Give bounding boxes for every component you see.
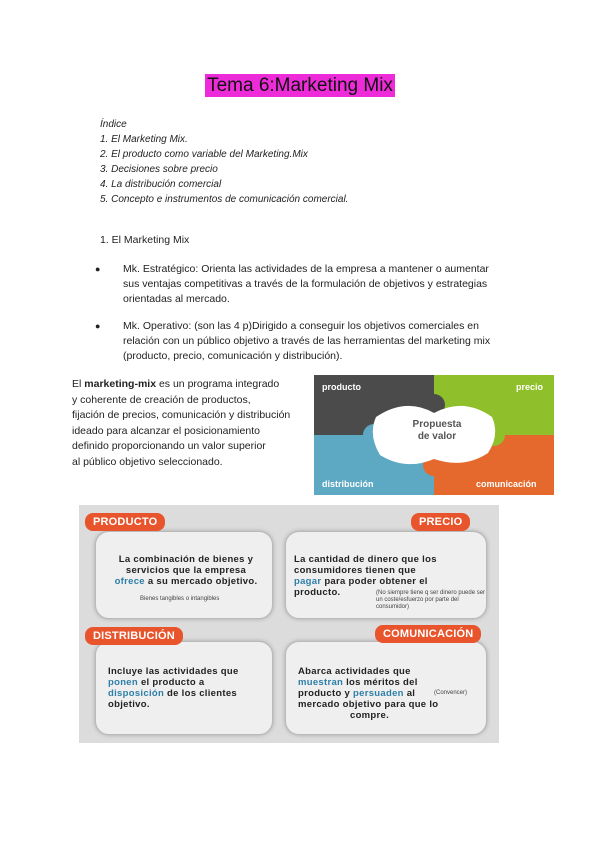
index-item: 1. El Marketing Mix. [100, 134, 188, 145]
comunicacion-highlight: muestran [298, 677, 344, 688]
section-heading: 1. El Marketing Mix [100, 234, 190, 246]
index-item: 5. Concepto e instrumentos de comunicación comercial. [100, 194, 349, 205]
para-line: ideado para alcanzar el posicionamiento [72, 424, 260, 437]
precio-card [285, 531, 487, 619]
producto-highlight: ofrece [114, 576, 145, 587]
puzzle-center-line: Propuesta [412, 419, 462, 430]
puzzle-label-precio: precio [516, 382, 544, 392]
four-p-diagram [79, 505, 499, 743]
puzzle-center-line: de valor [417, 431, 457, 442]
distribucion-line: objetivo. [108, 699, 150, 710]
distribucion-card [95, 641, 273, 735]
precio-line: producto. [294, 587, 341, 598]
precio-tag: PRECIO [411, 513, 470, 531]
comunicacion-line: mercado objetivo para que lo [298, 699, 439, 710]
puzzle-label-comunicacion: comunicación [476, 479, 537, 489]
puzzle-label-distribucion: distribución [322, 479, 374, 489]
para-line: definido proporcionando un valor superior [72, 440, 266, 452]
comunicacion-highlight: persuaden [353, 688, 404, 699]
page-title [0, 75, 600, 97]
distribucion-line: Incluye las actividades que [108, 666, 239, 677]
index-list [100, 117, 348, 207]
producto-tag: PRODUCTO [85, 513, 165, 531]
comunicacion-card [285, 641, 487, 735]
bullet-text: Mk. Estratégico: Orienta las actividades de la empresa a mantener o aumentar sus ventajas competitivas a través de la formulación de objetivos y estrategias orientadas al mercado. [123, 263, 489, 305]
producto-note: Bienes tangibles o intangibles [140, 596, 220, 602]
para-line: fijación de precios, comunicación y distribución [72, 409, 291, 421]
comunicacion-line: Abarca actividades que [298, 666, 411, 677]
index-heading: Índice [100, 119, 127, 130]
puzzle-center-label [402, 419, 472, 443]
para-text: El [72, 378, 85, 390]
index-item: 2. El producto como variable del Marketing.Mix [100, 149, 308, 160]
marketing-mix-puzzle [314, 375, 554, 495]
comunicacion-line: compre. [350, 710, 390, 721]
comunicacion-line: los méritos del [343, 677, 418, 688]
producto-line: a su mercado objetivo. [144, 576, 258, 587]
bullet-text: Mk. Operativo: (son las 4 p)Dirigido a conseguir los objetivos comerciales en relación con un público objetivo a través de las herramientas del marketing mix (producto, precio, comunicación y distribución). [123, 320, 491, 362]
producto-text [106, 554, 266, 587]
distribucion-line: el producto a [138, 677, 205, 688]
producto-line: La combinación de bienes y [118, 554, 254, 565]
comunicacion-note: (Convencer) [434, 690, 468, 696]
distribucion-text [108, 666, 268, 710]
para-line: y coherente de creación de productos, [72, 393, 251, 406]
distribucion-highlight: disposición [108, 688, 165, 699]
precio-line: consumidores tienen que [294, 565, 416, 576]
producto-card [95, 531, 273, 619]
distribucion-line: de los clientes [164, 688, 238, 699]
precio-line: para poder obtener el [321, 576, 428, 587]
para-line: al público objetivo seleccionado. [72, 455, 223, 468]
comunicacion-line: producto y [298, 688, 354, 699]
precio-line: La cantidad de dinero que los [294, 554, 437, 565]
index-item: 3. Decisiones sobre precio [100, 164, 218, 175]
comunicacion-tag: COMUNICACIÓN [375, 625, 481, 643]
producto-line: servicios que la empresa [125, 565, 247, 576]
index-item: 4. La distribución comercial [100, 179, 222, 190]
para-bold-term: marketing-mix [84, 378, 157, 390]
precio-highlight: pagar [294, 576, 322, 587]
bullet-dot-icon: ● [95, 264, 101, 274]
distribucion-tag: DISTRIBUCIÓN [85, 627, 183, 645]
bullet-dot-icon: ● [95, 321, 101, 331]
comunicacion-line: al [403, 688, 416, 699]
puzzle-label-producto: producto [322, 382, 361, 392]
para-text: es un programa integrado [156, 378, 280, 390]
title-text: Tema 6:Marketing Mix [207, 75, 393, 96]
distribucion-highlight: ponen [108, 677, 138, 688]
precio-note: (No siempre tiene q ser dinero puede ser un coste/esfuerzo por parte del consumidor) [376, 590, 486, 610]
definition-paragraph [72, 377, 312, 470]
